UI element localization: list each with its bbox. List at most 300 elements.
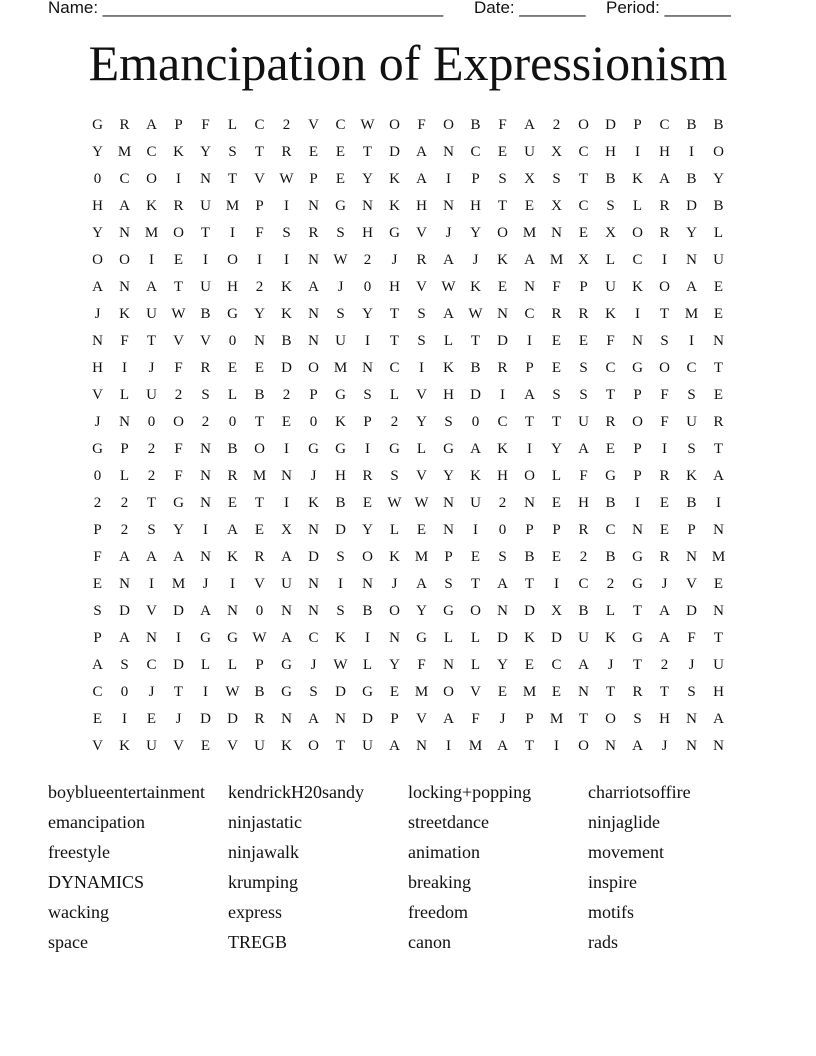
grid-letter[interactable]: N (281, 711, 292, 727)
grid-letter[interactable]: P (687, 522, 696, 538)
grid-letter[interactable]: B (605, 171, 616, 187)
grid-letter[interactable]: V (416, 468, 427, 484)
grid-letter[interactable]: H (416, 198, 427, 214)
grid-letter[interactable]: N (524, 279, 535, 295)
grid-letter[interactable]: F (174, 441, 183, 457)
grid-letter[interactable]: Y (686, 225, 697, 241)
grid-letter[interactable]: O (632, 225, 643, 241)
grid-letter[interactable]: W (333, 657, 348, 673)
grid-letter[interactable]: I (635, 306, 640, 322)
grid-letter[interactable]: I (365, 333, 370, 349)
grid-letter[interactable]: N (578, 684, 589, 700)
grid-letter[interactable]: K (389, 549, 400, 565)
grid-letter[interactable]: X (524, 171, 535, 187)
grid-letter[interactable]: B (713, 117, 724, 133)
grid-letter[interactable]: R (119, 117, 130, 133)
grid-letter[interactable]: O (713, 144, 724, 160)
grid-letter[interactable]: I (284, 441, 289, 457)
grid-letter[interactable]: V (146, 603, 157, 619)
grid-letter[interactable]: P (444, 549, 453, 565)
grid-letter[interactable]: J (310, 657, 317, 673)
grid-letter[interactable]: S (633, 711, 642, 727)
grid-letter[interactable]: L (551, 468, 562, 484)
grid-letter[interactable]: S (444, 576, 453, 592)
grid-letter[interactable]: O (524, 468, 535, 484)
grid-letter[interactable]: P (309, 171, 318, 187)
grid-letter[interactable]: H (92, 360, 103, 376)
grid-letter[interactable]: H (92, 198, 103, 214)
grid-letter[interactable]: L (632, 198, 643, 214)
grid-letter[interactable]: H (443, 387, 454, 403)
grid-letter[interactable]: M (333, 360, 348, 376)
grid-letter[interactable]: B (281, 333, 292, 349)
grid-letter[interactable]: C (578, 198, 589, 214)
grid-letter[interactable]: A (92, 657, 103, 673)
grid-letter[interactable]: T (605, 684, 616, 700)
grid-letter[interactable]: C (632, 252, 643, 268)
grid-letter[interactable]: E (362, 495, 373, 511)
grid-letter[interactable]: P (552, 522, 561, 538)
grid-letter[interactable]: K (686, 468, 697, 484)
grid-letter[interactable]: I (257, 252, 262, 268)
grid-letter[interactable]: K (605, 630, 616, 646)
grid-letter[interactable]: I (662, 252, 667, 268)
grid-letter[interactable]: I (230, 576, 235, 592)
grid-letter[interactable]: R (632, 684, 643, 700)
grid-letter[interactable]: I (176, 630, 181, 646)
grid-letter[interactable]: R (659, 198, 670, 214)
grid-letter[interactable]: G (416, 630, 427, 646)
grid-letter[interactable]: E (551, 333, 562, 349)
grid-letter[interactable]: L (119, 387, 130, 403)
grid-letter[interactable]: O (497, 225, 508, 241)
grid-letter[interactable]: K (119, 738, 130, 754)
grid-letter[interactable]: C (578, 144, 589, 160)
grid-letter[interactable]: E (605, 441, 616, 457)
grid-letter[interactable]: H (713, 684, 724, 700)
grid-letter[interactable]: I (635, 144, 640, 160)
grid-letter[interactable]: 2 (147, 441, 156, 457)
grid-letter[interactable]: S (660, 333, 669, 349)
grid-letter[interactable]: B (335, 495, 346, 511)
grid-letter[interactable]: 2 (120, 522, 129, 538)
grid-letter[interactable]: S (336, 549, 345, 565)
grid-letter[interactable]: A (524, 252, 535, 268)
grid-letter[interactable]: M (225, 198, 240, 214)
grid-letter[interactable]: H (497, 468, 508, 484)
grid-letter[interactable]: X (551, 198, 562, 214)
grid-letter[interactable]: R (578, 306, 589, 322)
grid-letter[interactable]: E (713, 576, 724, 592)
grid-letter[interactable]: Y (173, 522, 184, 538)
grid-letter[interactable]: 2 (147, 468, 156, 484)
grid-letter[interactable]: N (227, 603, 238, 619)
grid-letter[interactable]: G (362, 684, 373, 700)
grid-letter[interactable]: H (659, 144, 670, 160)
grid-letter[interactable]: C (551, 657, 562, 673)
grid-letter[interactable]: M (522, 684, 537, 700)
grid-letter[interactable]: E (308, 144, 319, 160)
grid-letter[interactable]: B (227, 441, 238, 457)
grid-letter[interactable]: B (470, 117, 481, 133)
grid-letter[interactable]: J (148, 360, 155, 376)
grid-letter[interactable]: 2 (660, 657, 669, 673)
grid-letter[interactable]: R (497, 360, 508, 376)
grid-letter[interactable]: P (579, 279, 588, 295)
grid-letter[interactable]: W (333, 252, 348, 268)
grid-letter[interactable]: N (335, 711, 346, 727)
grid-letter[interactable]: S (498, 171, 507, 187)
grid-letter[interactable]: A (578, 657, 589, 673)
grid-letter[interactable]: N (713, 522, 724, 538)
grid-letter[interactable]: G (632, 360, 643, 376)
grid-letter[interactable]: D (227, 711, 238, 727)
grid-letter[interactable]: B (605, 549, 616, 565)
grid-letter[interactable]: Y (497, 657, 508, 673)
grid-letter[interactable]: F (498, 117, 507, 133)
grid-letter[interactable]: A (416, 144, 427, 160)
grid-letter[interactable]: G (92, 441, 103, 457)
grid-letter[interactable]: L (443, 333, 454, 349)
grid-letter[interactable]: U (362, 738, 373, 754)
grid-letter[interactable]: T (362, 144, 373, 160)
grid-letter[interactable]: T (713, 441, 724, 457)
grid-letter[interactable]: A (173, 549, 184, 565)
grid-letter[interactable]: D (686, 198, 697, 214)
grid-letter[interactable]: G (173, 495, 184, 511)
grid-letter[interactable]: 2 (255, 279, 264, 295)
grid-letter[interactable]: N (119, 279, 130, 295)
grid-letter[interactable]: G (605, 468, 616, 484)
grid-letter[interactable]: U (200, 279, 211, 295)
grid-letter[interactable]: A (632, 738, 643, 754)
grid-letter[interactable]: 2 (606, 576, 615, 592)
grid-letter[interactable]: I (230, 225, 235, 241)
grid-letter[interactable]: C (308, 630, 319, 646)
grid-letter[interactable]: R (281, 144, 292, 160)
grid-letter[interactable]: O (308, 738, 319, 754)
grid-letter[interactable]: D (200, 711, 211, 727)
grid-letter[interactable]: I (662, 441, 667, 457)
grid-letter[interactable]: N (362, 576, 373, 592)
grid-letter[interactable]: A (119, 549, 130, 565)
grid-letter[interactable]: S (363, 387, 372, 403)
grid-letter[interactable]: A (308, 711, 319, 727)
grid-letter[interactable]: R (362, 468, 373, 484)
grid-letter[interactable]: N (605, 738, 616, 754)
grid-letter[interactable]: H (605, 144, 616, 160)
grid-letter[interactable]: I (203, 252, 208, 268)
grid-letter[interactable]: B (362, 603, 373, 619)
grid-letter[interactable]: O (254, 441, 265, 457)
grid-letter[interactable]: M (711, 549, 726, 565)
grid-letter[interactable]: S (147, 522, 156, 538)
grid-letter[interactable]: T (632, 603, 643, 619)
grid-letter[interactable]: I (122, 711, 127, 727)
grid-letter[interactable]: W (171, 306, 186, 322)
grid-letter[interactable]: M (144, 225, 159, 241)
grid-letter[interactable]: F (255, 225, 264, 241)
grid-letter[interactable]: L (227, 657, 238, 673)
grid-letter[interactable]: C (146, 144, 157, 160)
grid-letter[interactable]: S (336, 225, 345, 241)
grid-letter[interactable]: N (308, 198, 319, 214)
grid-letter[interactable]: C (524, 306, 535, 322)
grid-letter[interactable]: O (308, 360, 319, 376)
grid-letter[interactable]: J (148, 684, 155, 700)
grid-letter[interactable]: Y (443, 468, 454, 484)
grid-letter[interactable]: T (632, 657, 643, 673)
grid-letter[interactable]: E (227, 495, 238, 511)
grid-letter[interactable]: A (659, 630, 670, 646)
grid-letter[interactable]: E (497, 684, 508, 700)
grid-letter[interactable]: A (416, 171, 427, 187)
grid-letter[interactable]: S (579, 360, 588, 376)
grid-letter[interactable]: O (119, 252, 130, 268)
grid-letter[interactable]: N (92, 333, 103, 349)
grid-letter[interactable]: F (660, 387, 669, 403)
grid-letter[interactable]: F (471, 711, 480, 727)
grid-letter[interactable]: X (551, 144, 562, 160)
grid-letter[interactable]: G (227, 630, 238, 646)
grid-letter[interactable]: K (632, 279, 643, 295)
grid-letter[interactable]: A (713, 711, 724, 727)
grid-letter[interactable]: P (525, 522, 534, 538)
grid-letter[interactable]: T (254, 144, 265, 160)
grid-letter[interactable]: I (365, 441, 370, 457)
grid-letter[interactable]: O (578, 117, 589, 133)
grid-letter[interactable]: D (335, 522, 346, 538)
grid-letter[interactable]: I (149, 252, 154, 268)
grid-letter[interactable]: V (92, 738, 103, 754)
grid-letter[interactable]: V (173, 333, 184, 349)
grid-letter[interactable]: N (200, 468, 211, 484)
date-field[interactable]: Date: _______ (474, 0, 586, 17)
grid-letter[interactable]: S (228, 144, 237, 160)
grid-letter[interactable]: E (281, 414, 292, 430)
grid-letter[interactable]: E (470, 549, 481, 565)
grid-letter[interactable]: 0 (93, 171, 102, 187)
grid-letter[interactable]: V (416, 279, 427, 295)
grid-letter[interactable]: D (497, 630, 508, 646)
grid-letter[interactable]: J (391, 252, 398, 268)
grid-letter[interactable]: P (174, 117, 183, 133)
grid-letter[interactable]: M (549, 711, 564, 727)
grid-letter[interactable]: U (146, 387, 157, 403)
grid-letter[interactable]: I (365, 630, 370, 646)
grid-letter[interactable]: K (281, 738, 292, 754)
grid-letter[interactable]: X (551, 603, 562, 619)
grid-letter[interactable]: K (524, 630, 535, 646)
grid-letter[interactable]: M (522, 225, 537, 241)
grid-letter[interactable]: V (416, 711, 427, 727)
grid-letter[interactable]: N (497, 603, 508, 619)
grid-letter[interactable]: I (338, 576, 343, 592)
grid-letter[interactable]: C (335, 117, 346, 133)
grid-letter[interactable]: J (337, 279, 344, 295)
grid-letter[interactable]: A (443, 252, 454, 268)
grid-letter[interactable]: S (309, 684, 318, 700)
grid-letter[interactable]: R (227, 468, 238, 484)
grid-letter[interactable]: F (174, 468, 183, 484)
grid-letter[interactable]: C (497, 414, 508, 430)
grid-letter[interactable]: M (549, 252, 564, 268)
grid-letter[interactable]: F (552, 279, 561, 295)
grid-letter[interactable]: R (578, 522, 589, 538)
grid-letter[interactable]: I (500, 387, 505, 403)
grid-letter[interactable]: A (659, 603, 670, 619)
grid-letter[interactable]: U (578, 414, 589, 430)
grid-letter[interactable]: E (578, 333, 589, 349)
grid-letter[interactable]: 2 (498, 495, 507, 511)
grid-letter[interactable]: G (335, 198, 346, 214)
grid-letter[interactable]: G (443, 441, 454, 457)
grid-letter[interactable]: V (254, 576, 265, 592)
grid-letter[interactable]: B (713, 198, 724, 214)
grid-letter[interactable]: A (146, 279, 157, 295)
grid-letter[interactable]: C (470, 144, 481, 160)
grid-letter[interactable]: E (146, 711, 157, 727)
grid-letter[interactable]: I (419, 360, 424, 376)
grid-letter[interactable]: R (713, 414, 724, 430)
grid-letter[interactable]: H (389, 279, 400, 295)
grid-letter[interactable]: N (119, 225, 130, 241)
grid-letter[interactable]: F (93, 549, 102, 565)
grid-letter[interactable]: B (200, 306, 211, 322)
grid-letter[interactable]: 0 (498, 522, 507, 538)
grid-letter[interactable]: P (93, 522, 102, 538)
grid-letter[interactable]: D (281, 360, 292, 376)
grid-letter[interactable]: S (417, 306, 426, 322)
grid-letter[interactable]: I (284, 495, 289, 511)
grid-letter[interactable]: J (499, 711, 506, 727)
grid-letter[interactable]: 2 (174, 387, 183, 403)
grid-letter[interactable]: M (414, 549, 429, 565)
grid-letter[interactable]: Y (92, 144, 103, 160)
grid-letter[interactable]: H (659, 711, 670, 727)
grid-letter[interactable]: O (389, 603, 400, 619)
grid-letter[interactable]: E (524, 657, 535, 673)
grid-letter[interactable]: N (308, 603, 319, 619)
grid-letter[interactable]: Y (254, 306, 265, 322)
grid-letter[interactable]: X (578, 252, 589, 268)
grid-letter[interactable]: F (120, 333, 129, 349)
grid-letter[interactable]: A (443, 711, 454, 727)
grid-letter[interactable]: U (713, 657, 724, 673)
grid-letter[interactable]: I (473, 522, 478, 538)
grid-letter[interactable]: S (201, 387, 210, 403)
grid-letter[interactable]: E (254, 522, 265, 538)
grid-letter[interactable]: P (633, 117, 642, 133)
grid-letter[interactable]: B (578, 603, 589, 619)
grid-letter[interactable]: R (308, 225, 319, 241)
grid-letter[interactable]: O (362, 549, 373, 565)
grid-letter[interactable]: T (713, 630, 724, 646)
grid-letter[interactable]: T (524, 738, 535, 754)
grid-letter[interactable]: M (171, 576, 186, 592)
grid-letter[interactable]: G (335, 441, 346, 457)
grid-letter[interactable]: P (309, 387, 318, 403)
grid-letter[interactable]: X (281, 522, 292, 538)
grid-letter[interactable]: V (686, 576, 697, 592)
grid-letter[interactable]: N (200, 495, 211, 511)
grid-letter[interactable]: N (713, 738, 724, 754)
grid-letter[interactable]: H (335, 468, 346, 484)
word-search-grid[interactable] (84, 113, 732, 761)
grid-letter[interactable]: P (363, 414, 372, 430)
grid-letter[interactable]: 2 (579, 549, 588, 565)
grid-letter[interactable]: A (443, 306, 454, 322)
grid-letter[interactable]: K (281, 306, 292, 322)
grid-letter[interactable]: C (389, 360, 400, 376)
grid-letter[interactable]: 0 (309, 414, 318, 430)
grid-letter[interactable]: G (227, 306, 238, 322)
grid-letter[interactable]: B (686, 171, 697, 187)
grid-letter[interactable]: U (686, 414, 697, 430)
grid-letter[interactable]: O (470, 603, 481, 619)
grid-letter[interactable]: H (362, 225, 373, 241)
grid-letter[interactable]: N (308, 306, 319, 322)
grid-letter[interactable]: N (686, 738, 697, 754)
grid-letter[interactable]: R (254, 549, 265, 565)
grid-letter[interactable]: H (578, 495, 589, 511)
grid-letter[interactable]: N (686, 711, 697, 727)
grid-letter[interactable]: T (254, 414, 265, 430)
grid-letter[interactable]: D (551, 630, 562, 646)
grid-letter[interactable]: E (524, 198, 535, 214)
grid-letter[interactable]: L (389, 387, 400, 403)
grid-letter[interactable]: A (119, 630, 130, 646)
grid-letter[interactable]: L (119, 468, 130, 484)
grid-letter[interactable]: D (335, 684, 346, 700)
grid-letter[interactable]: U (605, 279, 616, 295)
grid-letter[interactable]: A (146, 117, 157, 133)
grid-letter[interactable]: E (92, 576, 103, 592)
grid-letter[interactable]: T (605, 387, 616, 403)
grid-letter[interactable]: A (713, 468, 724, 484)
grid-letter[interactable]: A (416, 576, 427, 592)
grid-letter[interactable]: I (716, 495, 721, 511)
grid-letter[interactable]: I (284, 252, 289, 268)
grid-letter[interactable]: N (416, 738, 427, 754)
grid-letter[interactable]: Y (416, 414, 427, 430)
grid-letter[interactable]: J (94, 414, 101, 430)
grid-letter[interactable]: S (336, 306, 345, 322)
grid-letter[interactable]: K (119, 306, 130, 322)
grid-letter[interactable]: F (201, 117, 210, 133)
grid-letter[interactable]: Y (92, 225, 103, 241)
grid-letter[interactable]: T (524, 414, 535, 430)
grid-letter[interactable]: D (524, 603, 535, 619)
grid-letter[interactable]: Y (389, 657, 400, 673)
grid-letter[interactable]: A (524, 117, 535, 133)
grid-letter[interactable]: E (551, 684, 562, 700)
grid-letter[interactable]: G (308, 441, 319, 457)
grid-letter[interactable]: A (281, 630, 292, 646)
grid-letter[interactable]: T (524, 576, 535, 592)
grid-letter[interactable]: U (146, 738, 157, 754)
grid-letter[interactable]: O (227, 252, 238, 268)
grid-letter[interactable]: U (470, 495, 481, 511)
grid-letter[interactable]: W (252, 630, 267, 646)
grid-letter[interactable]: B (605, 495, 616, 511)
grid-letter[interactable]: G (92, 117, 103, 133)
grid-letter[interactable]: N (308, 252, 319, 268)
grid-letter[interactable]: L (713, 225, 724, 241)
grid-letter[interactable]: D (362, 711, 373, 727)
grid-letter[interactable]: Y (200, 144, 211, 160)
grid-letter[interactable]: B (686, 117, 697, 133)
